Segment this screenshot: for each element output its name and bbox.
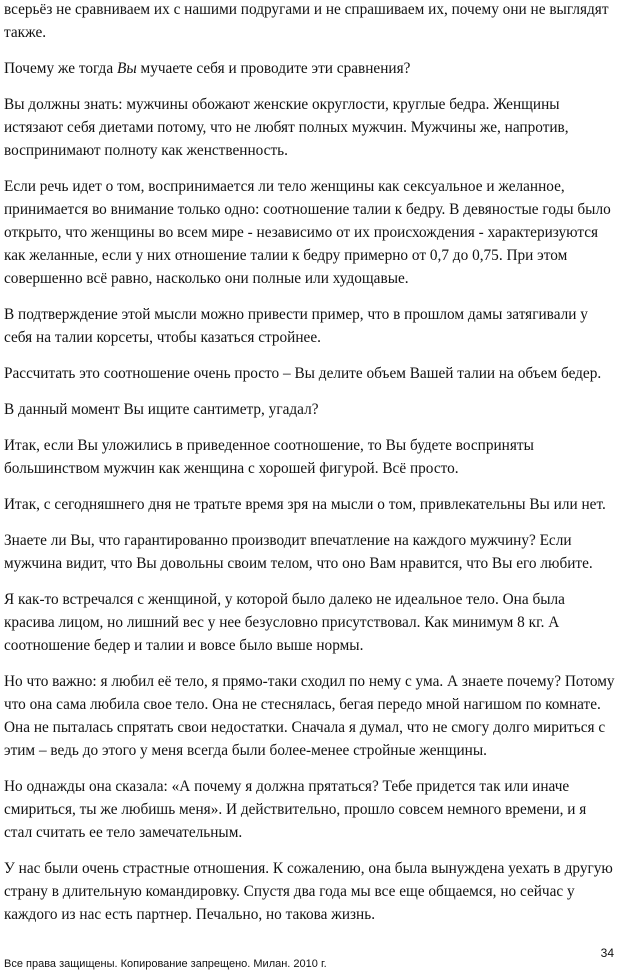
body-text: [4, 0, 616, 926]
paragraph-question: [4, 57, 616, 80]
paragraph-1: всерьёз не сравниваем их с нашими подругами и не спрашиваем их, почему они не выглядят также.: [4, 1, 609, 41]
copyright-notice: Все права защищены. Копирование запрещено. Милан. 2010 г.: [4, 958, 327, 970]
paragraph-7: В данный момент Вы ищите сантиметр, угадал?: [4, 401, 319, 418]
paragraph-11: Я как-то встречался с женщиной, у которой было далеко не идеальное тело. Она была красива лицом, но лишний вес у нее безусловно присутствовал. Как минимум 8 кг. А соотношение бедер и талии и вовсе было выше нормы.: [4, 591, 565, 654]
paragraph-8: Итак, если Вы уложились в приведенное соотношение, то Вы будете восприняты большинством мужчин как женщина с хорошей фигурой. Всё просто.: [4, 437, 534, 477]
paragraph-5: В подтверждение этой мысли можно привести пример, что в прошлом дамы затягивали у себя на талии корсеты, чтобы казаться стройнее.: [4, 306, 588, 346]
paragraph-13: Но однажды она сказала: «А почему я должна прятаться? Тебе придется так или иначе смириться, ты же любишь меня». И действительно, прошло совсем немного времени, и я стал считать ее тело замечательным.: [4, 778, 587, 841]
paragraph-4: Если речь идет о том, воспринимается ли тело женщины как сексуальное и желанное, принимается во внимание только одно: соотношение талии к бедру. В девяностые годы было открыто, что женщины во всем мире - независимо от их происхождения - характеризуются как желанные, если у них отношение талии к бедру примерно от 0,7 до 0,75. При этом совершенно всё равно, насколько они полные или худощавые.: [4, 178, 611, 287]
paragraph-3: Вы должны знать: мужчины обожают женские округлости, круглые бедра. Женщины истязают себя диетами потому, что не любят полных мужчин. Мужчины же, напротив, воспринимают полноту как женственность.: [4, 96, 569, 159]
page-number: 34: [600, 946, 614, 960]
paragraph-9: Итак, с сегодняшнего дня не тратьте время зря на мысли о том, привлекательны Вы или нет.: [4, 496, 606, 513]
paragraph-12: Но что важно: я любил её тело, я прямо-таки сходил по нему с ума. А знаете почему? Потому что она сама любила свое тело. Она не стеснялась, бегая передо мной нагишом по комнате. Она не пыталась спрятать свои недостатки. Сначала я думал, что не смогу долго мириться с этим – ведь до этого у меня всегда были более-менее стройные женщины.: [4, 673, 615, 759]
question-emphasis: Вы: [116, 60, 137, 77]
question-end: мучаете себя и проводите эти сравнения?: [136, 60, 411, 77]
paragraph-10: Знаете ли Вы, что гарантированно производит впечатление на каждого мужчину? Если мужчина видит, что Вы довольны своим телом, что оно Вам нравится, что Вы его любите.: [4, 532, 593, 572]
question-start: Почему же тогда: [4, 60, 117, 77]
paragraph-6: Рассчитать это соотношение очень просто – Вы делите объем Вашей талии на объем бедер.: [4, 365, 602, 382]
paragraph-14: У нас были очень страстные отношения. К сожалению, она была вынуждена уехать в другую страну в длительную командировку. Спустя два года мы все еще общаемся, но сейчас у каждого из нас есть партнер. Печально, но такова жизнь.: [4, 860, 613, 923]
